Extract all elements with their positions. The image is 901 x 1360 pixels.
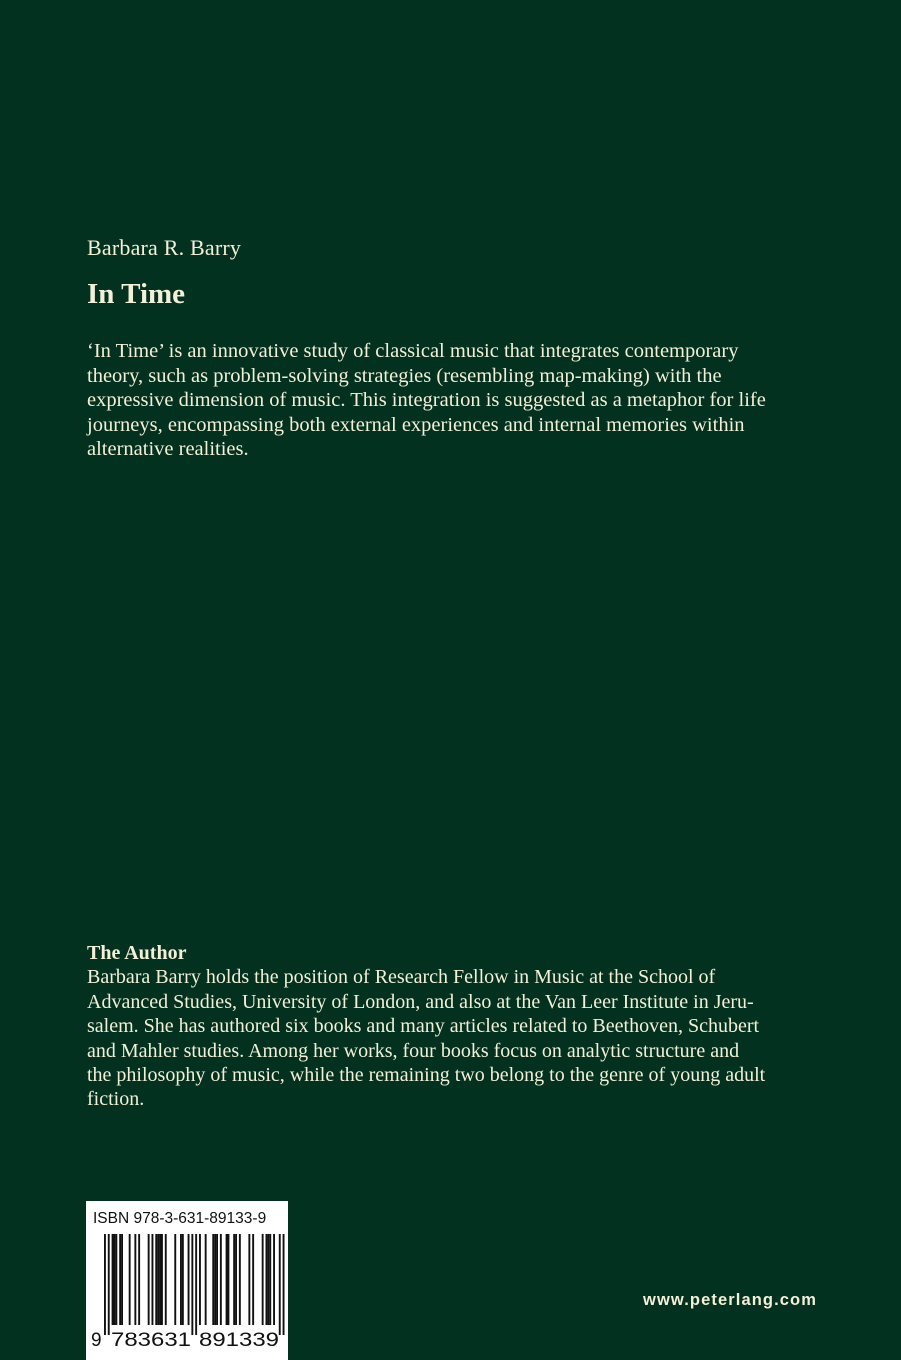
barcode-bar [165,1234,167,1325]
isbn-barcode-panel [86,1201,288,1360]
author-bio-section [87,941,832,1112]
barcode-bar [114,1234,116,1325]
book-description [87,339,822,462]
description-line: expressive dimension of music. This integration is suggested as a metaphor for life [87,389,766,411]
barcode-bar [115,1234,117,1325]
barcode-bar [155,1234,157,1325]
author-name: Barbara R. Barry [87,235,242,260]
barcode-guard-bar [279,1234,281,1335]
barcode-first-digit: 9 [91,1330,102,1351]
barcode-bars [104,1234,285,1335]
publisher-website: www.peterlang.com [643,1291,817,1309]
barcode-bar [174,1234,176,1325]
author-bio-line: Advanced Studies, University of London, and also at the Van Leer Institute in Jeru- [87,990,754,1013]
author-bio-line: salem. She has authored six books and many articles related to Beethoven, Schubert [87,1015,760,1038]
barcode-bar [119,1234,121,1325]
barcode-bar [159,1234,161,1325]
barcode-bar [112,1234,114,1325]
barcode-bar [212,1234,214,1325]
description-line: journeys, encompassing both external experiences and internal memories within [87,413,745,436]
barcode-left-digits: 783631 [111,1330,191,1351]
barcode-bar [205,1234,207,1325]
barcode-bar [262,1234,264,1325]
barcode-guard-bar [191,1234,193,1335]
barcode-guard-bar [108,1234,110,1335]
barcode-bar [134,1234,136,1325]
barcode-right-digits: 891339 [199,1330,279,1351]
barcode-bar [188,1234,190,1325]
barcode-bar [152,1234,154,1325]
barcode-bar [129,1234,131,1325]
description-line: ‘In Time’ is an innovative study of classical music that integrates contemporary [87,340,739,362]
isbn-label: ISBN 978-3-631-89133-9 [93,1210,267,1227]
barcode-bar [248,1234,250,1325]
barcode-bar [214,1234,216,1325]
author-bio-line: Barbara Barry holds the position of Research Fellow in Music at the School of [87,966,716,989]
barcode-bar [226,1234,228,1325]
barcode-bar [228,1234,230,1325]
author-bio-text [87,965,832,1111]
barcode-bar [138,1234,140,1325]
barcode-bar [239,1234,241,1325]
barcode-bar [216,1234,218,1325]
barcode-bar [267,1234,269,1325]
description-line: theory, such as problem-solving strategies (resembling map-making) with the [87,364,722,387]
author-bio-heading: The Author [87,942,187,964]
barcode-guard-bar [283,1234,285,1335]
author-bio-line: the philosophy of music, while the remaining two belong to the genre of young adult [87,1064,766,1087]
barcode-bar [252,1234,254,1325]
barcode-bar [266,1234,268,1325]
author-bio-line: and Mahler studies. Among her works, four books focus on analytic structure and [87,1039,740,1062]
author-bio-line: fiction. [87,1088,145,1111]
description-line: alternative realities. [87,438,249,460]
barcode-bar [220,1234,222,1325]
barcode-bar [273,1234,275,1325]
barcode-bar [199,1234,201,1325]
barcode-guard-bar [195,1234,197,1335]
barcode-bar [121,1234,123,1325]
barcode-bar [269,1234,271,1325]
barcode-guard-bar [104,1234,106,1335]
barcode-bar [233,1234,235,1325]
barcode-graphic [86,1201,288,1360]
barcode-bar [182,1234,184,1325]
barcode-bar [148,1234,150,1325]
barcode-bar [157,1234,159,1325]
barcode-bar [235,1234,237,1325]
book-title: In Time [87,278,186,310]
barcode-bar [161,1234,163,1325]
barcode-bar [180,1234,182,1325]
